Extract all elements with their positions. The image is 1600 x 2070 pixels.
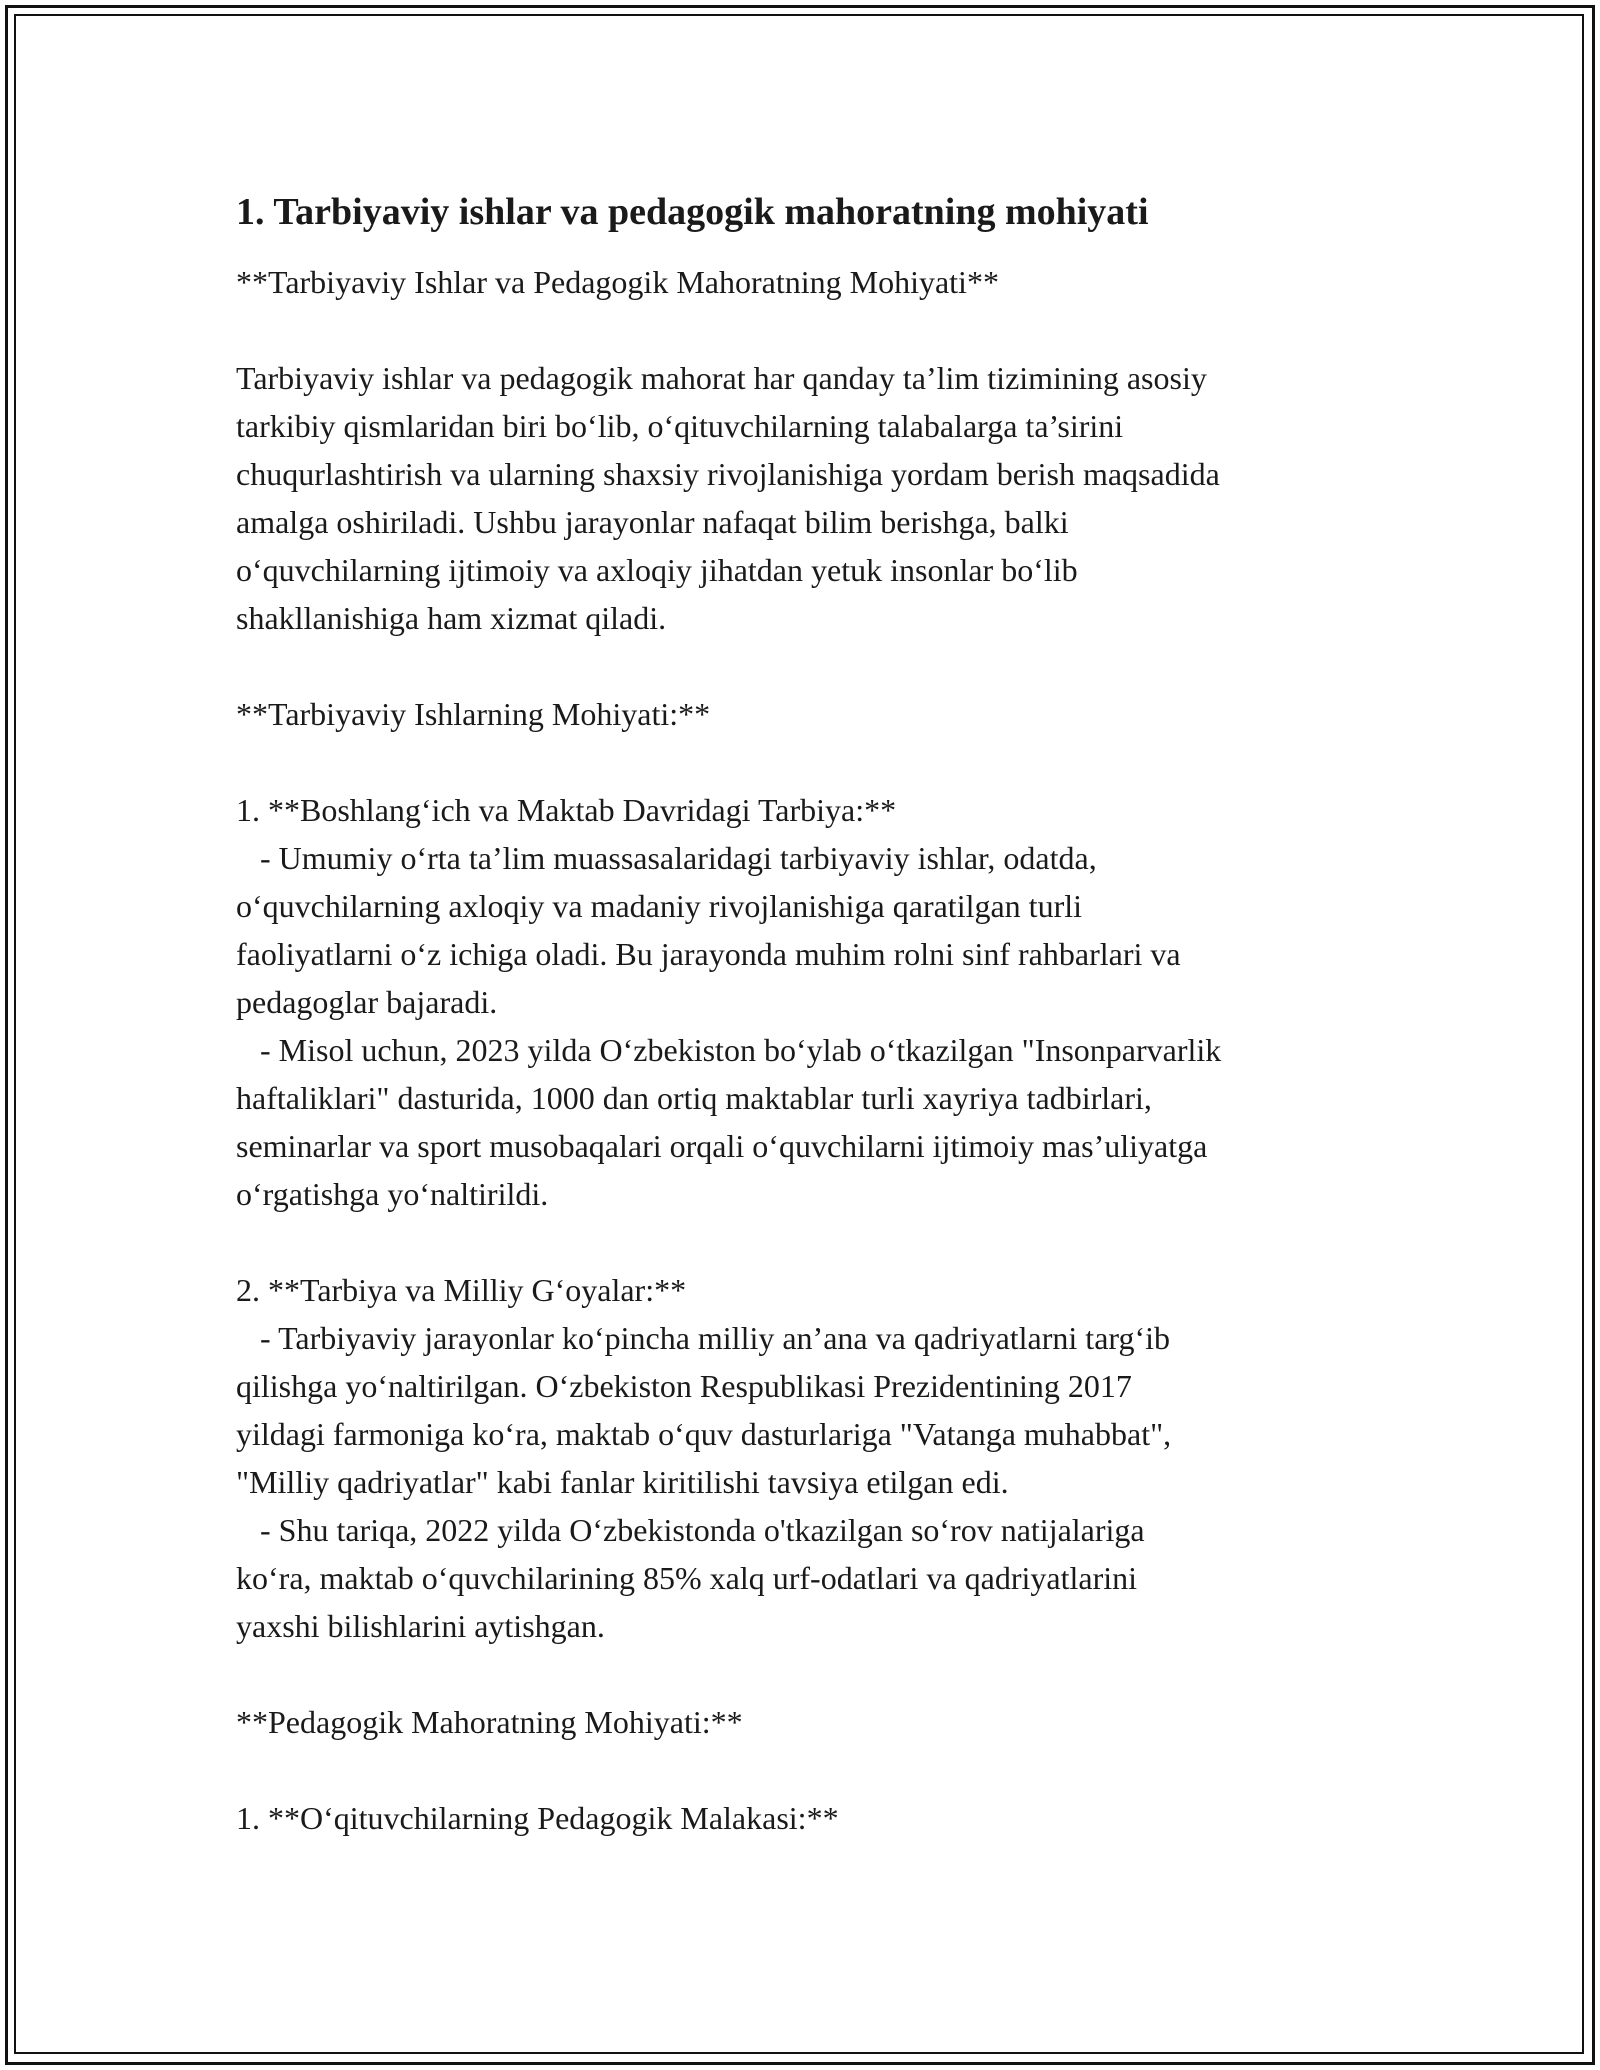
body-line: **Pedagogik Mahoratning Mohiyati:**: [236, 1704, 743, 1740]
body-line: Tarbiyaviy ishlar va pedagogik mahorat har qanday ta’lim tizimining asosiy: [236, 360, 1207, 396]
body-line: amalga oshiriladi. Ushbu jarayonlar nafaqat bilim berishga, balki: [236, 504, 1069, 540]
body-line: o‘rgatishga yo‘naltirildi.: [236, 1176, 549, 1212]
body-line: seminarlar va sport musobaqalari orqali o‘quvchilarni ijtimoiy mas’uliyatga: [236, 1128, 1208, 1164]
body-line: ko‘ra, maktab o‘quvchilarining 85% xalq urf-odatlari va qadriyatlarini: [236, 1560, 1138, 1596]
body-line: o‘quvchilarning ijtimoiy va axloqiy jihatdan yetuk insonlar bo‘lib: [236, 552, 1078, 588]
body-line: pedagoglar bajaradi.: [236, 984, 498, 1020]
body-line: 1. **Boshlang‘ich va Maktab Davridagi Tarbiya:**: [236, 792, 897, 828]
body-line: 1. **O‘qituvchilarning Pedagogik Malakasi:**: [236, 1800, 839, 1836]
body-line: [236, 1746, 1376, 1794]
body-line: - Misol uchun, 2023 yilda O‘zbekiston bo‘ylab o‘tkazilgan "Insonparvarlik: [236, 1032, 1222, 1068]
body-line: yaxshi bilishlarini aytishgan.: [236, 1608, 605, 1644]
document-body: [236, 258, 1376, 1842]
body-line: haftaliklari" dasturida, 1000 dan ortiq maktablar turli xayriya tadbirlari,: [236, 1080, 1152, 1116]
body-line: shakllanishiga ham xizmat qiladi.: [236, 600, 667, 636]
body-line: [236, 1650, 1376, 1698]
body-line: faoliyatlarni o‘z ichiga oladi. Bu jarayonda muhim rolni sinf rahbarlari va: [236, 936, 1181, 972]
body-line: [236, 642, 1376, 690]
body-line: **Tarbiyaviy Ishlar va Pedagogik Mahoratning Mohiyati**: [236, 264, 999, 300]
body-line: [236, 306, 1376, 354]
body-line: 2. **Tarbiya va Milliy G‘oyalar:**: [236, 1272, 687, 1308]
body-line: **Tarbiyaviy Ishlarning Mohiyati:**: [236, 696, 711, 732]
body-line: qilishga yo‘naltirilgan. O‘zbekiston Respublikasi Prezidentining 2017: [236, 1368, 1132, 1404]
document-page: [236, 186, 1376, 1842]
body-line: chuqurlashtirish va ularning shaxsiy rivojlanishiga yordam berish maqsadida: [236, 456, 1220, 492]
body-line: "Milliy qadriyatlar" kabi fanlar kiritilishi tavsiya etilgan edi.: [236, 1464, 1009, 1500]
body-line: tarkibiy qismlaridan biri bo‘lib, o‘qituvchilarning talabalarga ta’sirini: [236, 408, 1124, 444]
body-line: - Umumiy o‘rta ta’lim muassasalaridagi tarbiyaviy ishlar, odatda,: [236, 840, 1097, 876]
body-line: yildagi farmoniga ko‘ra, maktab o‘quv dasturlariga "Vatanga muhabbat",: [236, 1416, 1172, 1452]
body-line: o‘quvchilarning axloqiy va madaniy rivojlanishiga qaratilgan turli: [236, 888, 1082, 924]
body-line: [236, 1218, 1376, 1266]
body-line: - Tarbiyaviy jarayonlar ko‘pincha milliy an’ana va qadriyatlarni targ‘ib: [236, 1320, 1171, 1356]
body-line: - Shu tariqa, 2022 yilda O‘zbekistonda o'tkazilgan so‘rov natijalariga: [236, 1512, 1145, 1548]
document-title: 1. Tarbiyaviy ishlar va pedagogik mahoratning mohiyati: [236, 191, 1149, 233]
body-line: [236, 738, 1376, 786]
